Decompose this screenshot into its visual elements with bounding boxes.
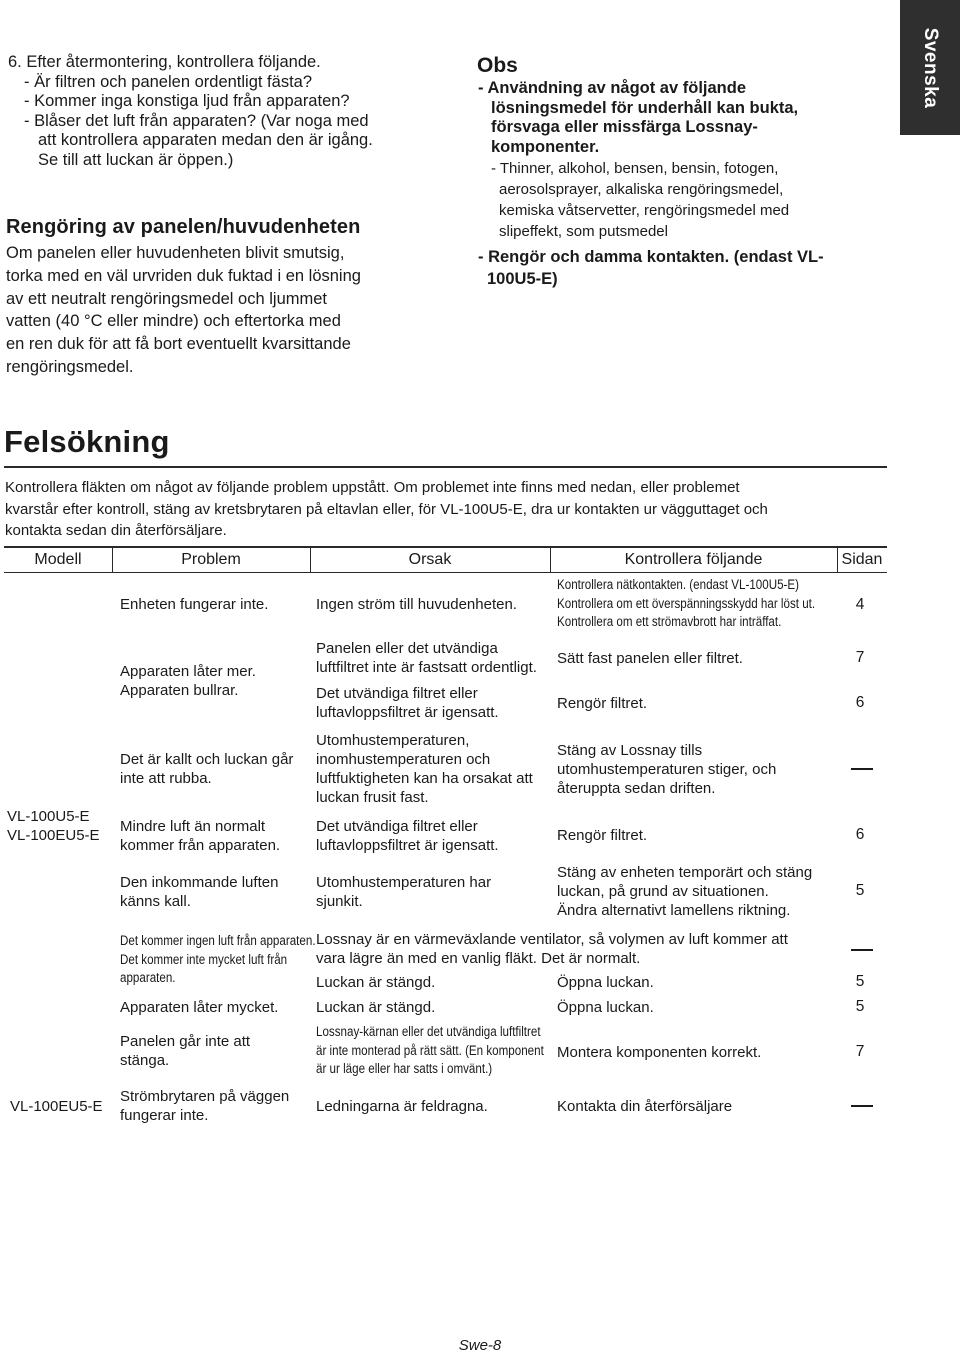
note-line: - Rengör och damma kontakten. (endast VL- [478,248,824,266]
note-line: - Användning av något av följande [478,79,746,97]
problem-cell [120,750,293,788]
language-tab [900,0,960,135]
text-line: inomhustemperaturen och [316,751,491,768]
text-line: sjunkit. [316,893,363,910]
problem-cell: Enheten fungerar inte. [120,596,269,613]
problem-cell [120,1087,289,1125]
checklist-item-cont: Se till att luckan är öppen.) [38,150,234,169]
text-line: Det är kallt och luckan går [120,751,294,768]
note-title: Obs [477,54,518,77]
text-line: Utomhustemperaturen har [316,874,492,891]
language-tab-label: Svenska [920,27,941,109]
problem-cell: Apparaten låter mycket. [120,999,279,1016]
text-line: Panelen går inte att [120,1033,251,1050]
text-line: kommer från apparaten. [120,837,281,854]
cause-cell [316,684,499,722]
text-line: Ändra alternativt lamellens riktning. [557,902,791,919]
header-check: Kontrollera följande [624,551,763,568]
intro-line: kvarstår efter kontroll, stäng av kretsbrytaren på eltavlan eller, för VL-100U5-E, dra ur kontakten ur vägguttaget och [5,500,768,518]
note-line: komponenter. [491,137,600,156]
text-line: Det kommer ingen luft från apparaten. [120,933,316,948]
header-model: Modell [34,551,82,568]
intro-line: Kontrollera fläkten om något av följande problem uppstått. Om problemet inte finns med nedan, eller problemet [5,479,740,496]
check-cell [557,863,812,920]
table-header-rule [4,572,887,573]
text-line: inte att rubba. [120,770,212,787]
section-title: Felsökning [4,424,170,459]
section-rule [4,466,887,468]
text-line: känns kall. [120,893,191,910]
check-line: Kontrollera om ett överspänningsskydd har löst ut. [557,595,816,611]
problem-cell [120,662,256,700]
note-line: kemiska våtservetter, rengöringsmedel med [499,202,790,219]
check-cell [557,576,815,632]
text-line: Panelen eller det utvändiga [316,640,498,657]
text-line: Stäng av Lossnay tills [557,742,703,759]
problem-cell [120,873,278,911]
text-line: Apparaten bullrar. [120,682,239,699]
model-name: VL-100U5-E [7,808,90,825]
dash-mark [851,1105,873,1107]
body-line: Om panelen eller huvudenheten blivit smutsig, [6,244,345,262]
text-line: fungerar inte. [120,1107,209,1124]
text-line: luftfuktigheten kan ha orsakat att [316,770,533,787]
check-line: Kontrollera om ett strömavbrott har inträffat. [557,614,782,629]
header-problem: Problem [181,551,241,568]
text-line: luftavloppsfiltret är igensatt. [316,704,499,721]
body-line: en ren duk för att få bort eventuellt kvarsittande [6,335,351,354]
note-line: aerosolsprayer, alkaliska rengöringsmedel, [499,181,784,198]
text-line: är ur läge eller har satts i omvänt.) [316,1061,493,1076]
problem-cell [120,1032,250,1070]
check-cell: Rengör filtret. [557,695,648,712]
col-divider [837,547,838,573]
col-divider [550,547,551,573]
text-line: Det utvändiga filtret eller [316,818,478,835]
check-cell: Kontakta din återförsäljare [557,1098,733,1115]
page-ref: 5 [855,998,865,1015]
page-ref: 5 [855,882,865,899]
col-divider [310,547,311,573]
page-ref: 5 [855,973,865,990]
text-line: apparaten. [120,970,176,985]
cause-cell [316,731,533,807]
model-name: VL-100EU5-E [7,827,100,844]
note-body [478,79,898,290]
checklist-heading: 6. Efter återmontering, kontrollera följande. [8,53,321,71]
note-line: - Thinner, alkohol, bensen, bensin, fotogen, [491,160,779,177]
note-line: slipeffekt, som putsmedel [499,223,668,240]
checklist-item: - Kommer inga konstiga ljud från apparaten? [24,92,350,110]
text-line: Det kommer inte mycket luft från [120,951,288,967]
cleaning-body [6,242,446,379]
body-line: rengöringsmedel. [6,357,134,376]
text-line: Stäng av enheten temporärt och stäng [557,864,813,881]
body-line: torka med en väl urvriden duk fuktad i en lösning [6,266,361,285]
text-line: Apparaten låter mer. [120,663,256,680]
text-line: luckan, på grund av situationen. [557,883,769,900]
model-a [7,807,100,845]
cause-cell [316,930,788,968]
text-line: är inte monterad på rätt sätt. (En komponent [316,1042,544,1058]
page-ref: 6 [855,826,865,843]
text-line: återuppta sedan driften. [557,780,716,797]
text-line: Lossnay-kärnan eller det utvändiga luftfiltret [316,1024,541,1039]
cause-cell: Luckan är stängd. [316,974,436,991]
check-line: Kontrollera nätkontakten. (endast VL-100U5-E) [557,577,800,592]
text-line: Lossnay är en värmeväxlande ventilator, så volymen av luft kommer att [316,931,788,948]
text-line: Den inkommande luften [120,874,279,891]
intro-line: kontakta sedan din återförsäljare. [5,522,227,539]
checklist-item-cont: att kontrollera apparaten medan den är igång. [38,131,373,149]
page-ref: 6 [855,694,865,711]
cause-cell: Ledningarna är feldragna. [316,1098,488,1115]
text-line: luftfiltret inte är fastsatt ordentligt. [316,659,537,676]
text-line: Det utvändiga filtret eller [316,685,478,702]
cause-cell [316,1023,544,1079]
check-cell [557,741,776,798]
check-cell: Sätt fast panelen eller filtret. [557,650,743,667]
header-cause: Orsak [408,551,452,568]
note-line: 100U5-E) [487,270,558,288]
cause-cell [316,639,537,677]
header-page: Sidan [841,551,883,568]
check-cell: Öppna luckan. [557,999,654,1016]
dash-mark [851,949,873,951]
cause-cell [316,873,491,911]
page-ref: 7 [855,1043,865,1060]
page-ref: 4 [855,596,865,613]
problem-cell [120,932,316,988]
model-b: VL-100EU5-E [10,1098,103,1115]
checklist-item: - Blåser det luft från apparaten? (Var noga med [24,111,369,130]
text-line: utomhustemperaturen stiger, och [557,761,777,778]
checklist-item: - Är filtren och panelen ordentligt fästa? [24,72,313,91]
page-number: Swe-8 [458,1337,502,1354]
note-line: lösningsmedel för underhåll kan bukta, [491,98,799,117]
cleaning-heading: Rengöring av panelen/huvudenheten [6,216,361,238]
note-line: försvaga eller missfärga Lossnay- [491,118,758,136]
text-line: luckan frusit fast. [316,789,429,806]
page-ref: 7 [855,649,865,666]
check-cell: Öppna luckan. [557,974,654,991]
text-line: vara lägre än med en vanlig fläkt. Det är normalt. [316,950,641,967]
cause-cell: Luckan är stängd. [316,999,436,1016]
text-line: luftavloppsfiltret är igensatt. [316,837,499,854]
cause-cell [316,817,499,855]
problem-cell [120,817,280,855]
text-line: Strömbrytaren på väggen [120,1088,290,1105]
body-line: av ett neutralt rengöringsmedel och ljummet [6,289,327,308]
text-line: stänga. [120,1052,170,1069]
check-cell: Montera komponenten korrekt. [557,1044,762,1061]
reassembly-checklist [8,53,448,170]
body-line: vatten (40 °C eller mindre) och eftertorka med [6,312,341,331]
text-line: Utomhustemperaturen, [316,732,470,749]
table-top-rule [4,546,887,548]
text-line: Mindre luft än normalt [120,818,266,835]
col-divider [112,547,113,573]
section-intro [5,477,905,542]
dash-mark [851,768,873,770]
cause-cell: Ingen ström till huvudenheten. [316,596,517,613]
check-cell: Rengör filtret. [557,827,648,844]
